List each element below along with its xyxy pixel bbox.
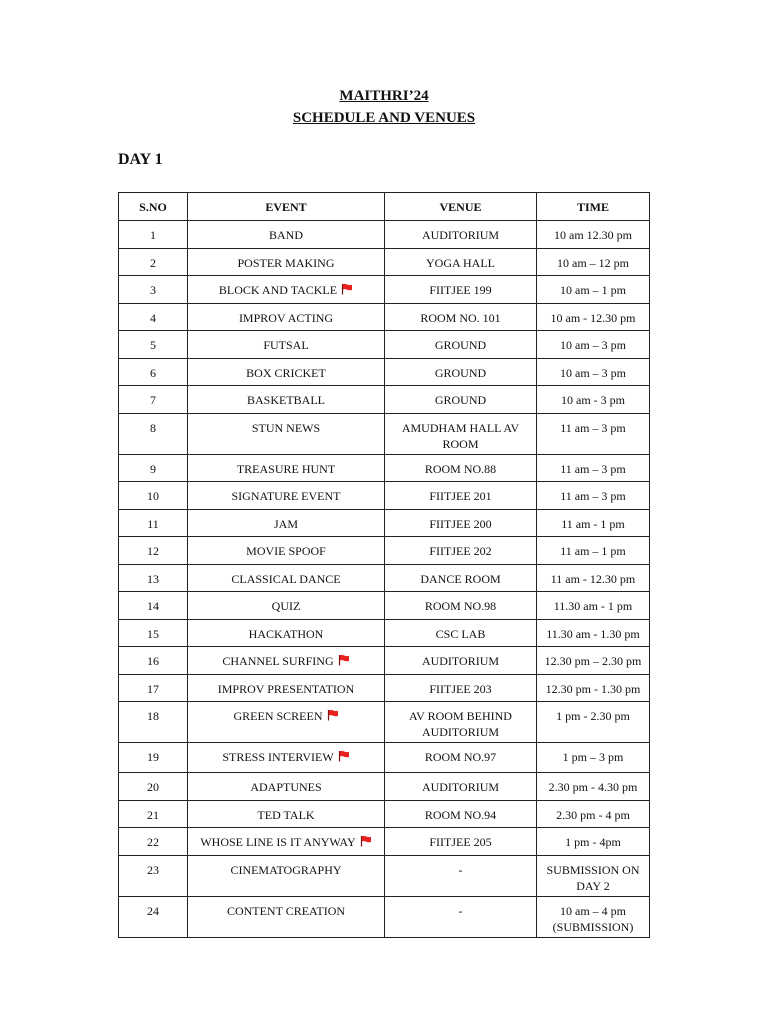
venue-text: ROOM NO.94 — [424, 807, 497, 822]
time-text: 10 am – 3 pm — [560, 338, 626, 352]
cell-sno — [119, 800, 188, 828]
cell-venue — [385, 276, 537, 304]
document-title: MAITHRI’24 — [339, 88, 429, 104]
venue-text: FIITJEE 201 — [429, 489, 492, 503]
time-text: 10 am – 3 pm — [560, 365, 626, 380]
cell-time — [537, 647, 650, 675]
sno-text: 3 — [150, 283, 156, 297]
event-text: BASKETBALL — [247, 393, 325, 407]
time-text: 12.30 pm – 2.30 pm — [544, 654, 642, 668]
sno-text: 23 — [147, 862, 159, 877]
cell-event — [188, 800, 385, 828]
cell-venue — [385, 702, 537, 743]
time-text: 10 am – 12 pm — [557, 255, 629, 270]
time-text: 11 am – 3 pm — [560, 420, 626, 435]
cell-event — [188, 509, 385, 537]
time-text: SUBMISSION ON DAY 2 — [546, 862, 640, 893]
venue-text: ROOM NO. 101 — [420, 310, 501, 325]
cell-time — [537, 537, 650, 565]
column-header-sno: S.NO — [119, 193, 188, 221]
sno-text: 15 — [147, 626, 159, 641]
cell-event — [188, 454, 385, 482]
cell-venue — [385, 674, 537, 702]
sno-text: 19 — [147, 750, 159, 764]
cell-venue — [385, 619, 537, 647]
table-row — [119, 537, 650, 565]
cell-sno — [119, 454, 188, 482]
venue-text: - — [458, 862, 463, 877]
cell-time — [537, 564, 650, 592]
cell-event — [188, 702, 385, 743]
time-text: 10 am – 4 pm (SUBMISSION) — [552, 903, 634, 934]
time-text: 11 am – 3 pm — [560, 461, 626, 476]
table-row — [119, 702, 650, 743]
cell-venue — [385, 386, 537, 414]
event-text: TED TALK — [257, 807, 315, 822]
day-heading: DAY 1 — [118, 151, 163, 168]
event-text: SIGNATURE EVENT — [231, 489, 341, 503]
time-text: 11 am – 1 pm — [560, 544, 626, 558]
cell-event — [188, 221, 385, 249]
cell-sno — [119, 482, 188, 510]
red-flag-icon — [327, 709, 339, 721]
event-text: IMPROV ACTING — [238, 310, 334, 325]
cell-event — [188, 303, 385, 331]
cell-event — [188, 592, 385, 620]
venue-text: AMUDHAM HALL AV ROOM — [401, 420, 520, 451]
cell-event — [188, 647, 385, 675]
time-text: 11 am – 3 pm — [560, 489, 626, 503]
table-row — [119, 331, 650, 359]
cell-time — [537, 386, 650, 414]
sno-text: 18 — [147, 709, 159, 723]
cell-time — [537, 896, 650, 937]
document-subtitle: SCHEDULE AND VENUES — [292, 110, 476, 126]
event-text: STRESS INTERVIEW — [222, 750, 334, 764]
venue-text: FIITJEE 203 — [429, 681, 492, 696]
cell-time — [537, 855, 650, 896]
event-text: BOX CRICKET — [246, 365, 326, 380]
cell-venue — [385, 248, 537, 276]
time-text: 11 am - 12.30 pm — [550, 571, 636, 586]
event-text: IMPROV PRESENTATION — [217, 681, 355, 696]
event-text: FUTSAL — [263, 338, 309, 352]
red-flag-icon — [338, 750, 350, 762]
cell-event — [188, 482, 385, 510]
sno-text: 5 — [150, 338, 156, 352]
table-row — [119, 413, 650, 454]
table-row — [119, 674, 650, 702]
cell-sno — [119, 896, 188, 937]
cell-time — [537, 509, 650, 537]
cell-sno — [119, 647, 188, 675]
sno-text: 4 — [150, 310, 156, 325]
sno-text: 12 — [147, 544, 159, 558]
cell-venue — [385, 773, 537, 801]
cell-event — [188, 564, 385, 592]
cell-event — [188, 674, 385, 702]
cell-sno — [119, 773, 188, 801]
venue-text: ROOM NO.88 — [424, 461, 497, 476]
cell-sno — [119, 358, 188, 386]
table-row — [119, 303, 650, 331]
sno-text: 2 — [150, 255, 156, 270]
cell-time — [537, 413, 650, 454]
cell-sno — [119, 743, 188, 773]
time-text: 1 pm - 2.30 pm — [556, 709, 630, 723]
venue-text: CSC LAB — [435, 626, 486, 641]
table-row — [119, 855, 650, 896]
table-row — [119, 647, 650, 675]
cell-event — [188, 386, 385, 414]
event-text: WHOSE LINE IS IT ANYWAY — [200, 835, 356, 849]
cell-sno — [119, 674, 188, 702]
cell-venue — [385, 564, 537, 592]
column-header-venue: VENUE — [385, 193, 537, 221]
sno-text: 14 — [147, 599, 159, 613]
time-text: 1 pm - 4pm — [565, 835, 621, 849]
time-text: 10 am 12.30 pm — [554, 228, 632, 242]
time-text: 11 am - 1 pm — [561, 516, 625, 531]
table-row — [119, 828, 650, 856]
table-row — [119, 358, 650, 386]
time-text: 12.30 pm - 1.30 pm — [545, 681, 641, 696]
event-text: BLOCK AND TACKLE — [218, 283, 338, 297]
cell-sno — [119, 564, 188, 592]
event-text: JAM — [273, 516, 298, 531]
event-text: CHANNEL SURFING — [222, 654, 334, 668]
cell-sno — [119, 509, 188, 537]
venue-text: AUDITORIUM — [421, 780, 500, 794]
table-row — [119, 773, 650, 801]
event-text: CONTENT CREATION — [226, 903, 346, 918]
table-row — [119, 564, 650, 592]
venue-text: AV ROOM BEHIND AUDITORIUM — [409, 709, 512, 739]
event-text: QUIZ — [271, 599, 301, 613]
event-text: TREASURE HUNT — [236, 461, 336, 476]
table-row — [119, 896, 650, 937]
sno-text: 11 — [147, 516, 159, 531]
cell-time — [537, 358, 650, 386]
sno-text: 9 — [150, 461, 156, 476]
table-row — [119, 619, 650, 647]
venue-text: YOGA HALL — [426, 255, 495, 270]
cell-time — [537, 303, 650, 331]
cell-venue — [385, 896, 537, 937]
cell-venue — [385, 454, 537, 482]
venue-text: ROOM NO.97 — [424, 750, 497, 764]
venue-text: FIITJEE 200 — [429, 516, 492, 531]
cell-venue — [385, 592, 537, 620]
cell-sno — [119, 828, 188, 856]
cell-time — [537, 331, 650, 359]
sno-text: 17 — [147, 681, 159, 696]
cell-sno — [119, 855, 188, 896]
cell-sno — [119, 386, 188, 414]
time-text: 2.30 pm - 4.30 pm — [548, 780, 638, 794]
time-text: 10 am - 3 pm — [561, 393, 625, 407]
cell-event — [188, 248, 385, 276]
cell-time — [537, 276, 650, 304]
cell-time — [537, 619, 650, 647]
venue-text: FIITJEE 199 — [429, 283, 492, 297]
venue-text: AUDITORIUM — [421, 228, 500, 242]
venue-text: - — [458, 903, 463, 918]
table-row — [119, 276, 650, 304]
cell-event — [188, 358, 385, 386]
table-row — [119, 386, 650, 414]
cell-venue — [385, 482, 537, 510]
venue-text: AUDITORIUM — [421, 654, 500, 668]
venue-text: FIITJEE 205 — [429, 835, 492, 849]
time-text: 10 am - 12.30 pm — [550, 310, 636, 325]
table-row — [119, 509, 650, 537]
cell-time — [537, 221, 650, 249]
venue-text: FIITJEE 202 — [429, 544, 492, 558]
cell-sno — [119, 537, 188, 565]
cell-venue — [385, 413, 537, 454]
sno-text: 7 — [150, 393, 156, 407]
cell-sno — [119, 592, 188, 620]
event-text: POSTER MAKING — [237, 255, 335, 270]
cell-time — [537, 773, 650, 801]
sno-text: 21 — [147, 807, 159, 822]
cell-time — [537, 702, 650, 743]
sno-text: 8 — [150, 420, 156, 435]
cell-event — [188, 619, 385, 647]
cell-sno — [119, 248, 188, 276]
venue-text: DANCE ROOM — [420, 571, 501, 586]
table-row — [119, 221, 650, 249]
table-row — [119, 743, 650, 773]
event-text: MOVIE SPOOF — [246, 544, 326, 558]
venue-text: GROUND — [434, 393, 487, 407]
event-text: GREEN SCREEN — [233, 709, 323, 723]
cell-event — [188, 537, 385, 565]
cell-time — [537, 454, 650, 482]
cell-sno — [119, 331, 188, 359]
cell-venue — [385, 303, 537, 331]
table-row — [119, 800, 650, 828]
cell-venue — [385, 331, 537, 359]
cell-venue — [385, 537, 537, 565]
cell-venue — [385, 509, 537, 537]
cell-time — [537, 743, 650, 773]
red-flag-icon — [360, 835, 372, 847]
venue-text: GROUND — [434, 338, 487, 352]
event-text: CINEMATOGRAPHY — [230, 862, 342, 877]
cell-sno — [119, 413, 188, 454]
cell-event — [188, 828, 385, 856]
cell-event — [188, 413, 385, 454]
cell-sno — [119, 702, 188, 743]
cell-event — [188, 773, 385, 801]
table-row — [119, 454, 650, 482]
schedule-table — [118, 192, 650, 938]
event-text: ADAPTUNES — [250, 780, 322, 794]
red-flag-icon — [338, 654, 350, 666]
cell-venue — [385, 221, 537, 249]
sno-text: 6 — [150, 365, 156, 380]
sno-text: 1 — [150, 228, 156, 242]
sno-text: 22 — [147, 835, 159, 849]
cell-sno — [119, 221, 188, 249]
cell-event — [188, 855, 385, 896]
cell-event — [188, 743, 385, 773]
sno-text: 16 — [147, 654, 159, 668]
cell-event — [188, 276, 385, 304]
time-text: 10 am – 1 pm — [560, 283, 626, 297]
venue-text: GROUND — [434, 365, 487, 380]
red-flag-icon — [341, 283, 353, 295]
cell-event — [188, 331, 385, 359]
cell-venue — [385, 855, 537, 896]
cell-event — [188, 896, 385, 937]
event-text: BAND — [268, 228, 303, 242]
sno-text: 13 — [147, 571, 159, 586]
event-text: CLASSICAL DANCE — [231, 571, 341, 586]
cell-venue — [385, 800, 537, 828]
venue-text: ROOM NO.98 — [424, 599, 497, 613]
cell-time — [537, 674, 650, 702]
event-text: HACKATHON — [248, 626, 324, 641]
table-row — [119, 248, 650, 276]
cell-time — [537, 592, 650, 620]
column-header-event: EVENT — [188, 193, 385, 221]
cell-time — [537, 248, 650, 276]
cell-venue — [385, 358, 537, 386]
cell-venue — [385, 743, 537, 773]
cell-time — [537, 828, 650, 856]
cell-sno — [119, 276, 188, 304]
sno-text: 24 — [147, 903, 159, 918]
cell-time — [537, 800, 650, 828]
table-header-row — [119, 193, 650, 221]
column-header-time: TIME — [537, 193, 650, 221]
table-row — [119, 592, 650, 620]
event-text: STUN NEWS — [251, 420, 321, 435]
cell-sno — [119, 619, 188, 647]
cell-venue — [385, 828, 537, 856]
cell-sno — [119, 303, 188, 331]
time-text: 1 pm – 3 pm — [562, 750, 624, 764]
sno-text: 10 — [147, 489, 159, 503]
cell-venue — [385, 647, 537, 675]
time-text: 11.30 am - 1.30 pm — [546, 626, 640, 641]
cell-time — [537, 482, 650, 510]
sno-text: 20 — [147, 780, 159, 794]
time-text: 11.30 am - 1 pm — [553, 599, 633, 613]
time-text: 2.30 pm - 4 pm — [556, 807, 630, 822]
table-row — [119, 482, 650, 510]
